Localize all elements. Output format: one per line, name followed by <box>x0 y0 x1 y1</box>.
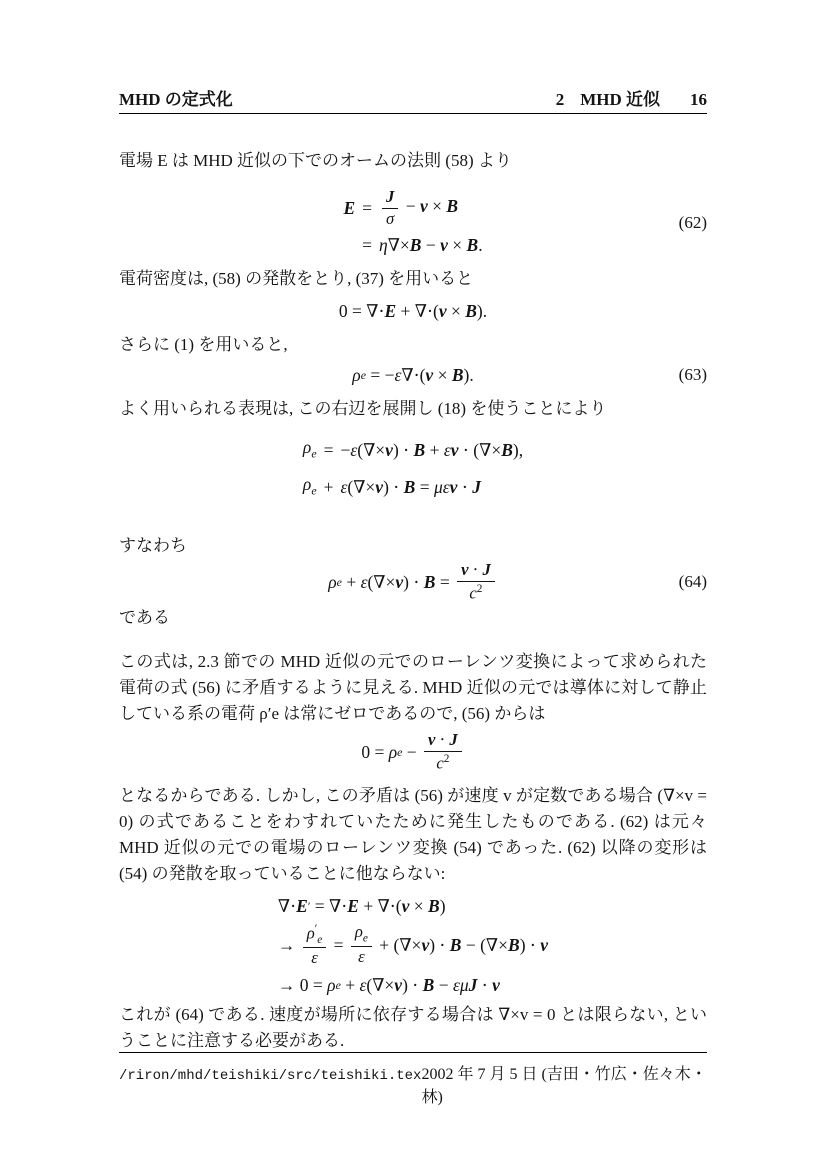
equation-62: E = $\frac{J}{\sigma}$ − v × B = η∇×B − v × B. (62) <box>343 187 707 256</box>
paragraph-sunawachi: すなわち <box>119 536 187 556</box>
footer-date-authors: 2002 年 7 月 5 日 (吉田・竹広・佐々木・林) <box>421 1066 707 1106</box>
header-right <box>556 85 707 110</box>
paragraph-explanation: となるからである. しかし, この矛盾は (56) が速度 v が定数である場合 (∇×v = 0) の式であることをわすれていたために発生したものである. (62) は元々 MHD 近似の元での電場のローレンツ変換 (54) であった. (62) 以降の変形は (54) の発散を取っていることに他ならない: <box>119 785 707 883</box>
equation-rho-zero: 0 = ρ e − $\frac{v \cdot J}{c^2}$ <box>119 729 707 775</box>
paragraph-conclusion: これが (64) である. 速度が場所に依存する場合は ∇×v = 0 とは限らない, ということに注意する必要がある. <box>119 1004 707 1050</box>
header-section-title: MHD 近似 <box>580 90 660 109</box>
paragraph-use-eq1: さらに (1) を用いると, <box>119 335 288 355</box>
equation-63-number: (63) <box>678 365 707 385</box>
equation-lorentz-divergence: ∇⋅ E ′ = ∇⋅ E + ∇⋅( v × B ) → $\frac{\rho'_e}{\varepsilon}$ = $\frac{\rho_e}{\varepsilon}$ + (∇× v ) ⋅ B − (∇× B ) ⋅ v → 0 = ρ e + ε (∇× v ) ⋅ B − εμ J ⋅ v <box>277 895 549 995</box>
equation-62-number: (62) <box>678 213 707 233</box>
equation-64-number: (64) <box>678 572 707 592</box>
paragraph-intro-ohm: 電場 E は MHD 近似の下でのオームの法則 (58) より <box>119 151 512 170</box>
page-content <box>119 0 707 1054</box>
header-page-number: 16 <box>690 90 707 109</box>
document-body <box>119 148 707 1054</box>
footer-file-path: /riron/mhd/teishiki/src/teishiki.tex <box>119 1068 422 1084</box>
paragraph-dearu: である <box>119 607 170 627</box>
running-header <box>119 85 707 114</box>
page-footer <box>119 1052 707 1107</box>
paragraph-common-expression: よく用いられる表現は, この右辺を展開し (18) を使うことにより <box>119 399 607 419</box>
equation-rho-expansion: $\rho_e$ = −ε(∇×v) ⋅ B + εv ⋅ (∇×B), $\rho_e$ + ε(∇×v) ⋅ B = μεv ⋅ J <box>302 437 524 498</box>
equation-63: ρ e = − ε ∇⋅( v × B ). (63) <box>119 360 707 390</box>
header-left-title: MHD の定式化 <box>119 90 233 109</box>
paragraph-contradiction: この式は, 2.3 節での MHD 近似の元でのローレンツ変換によって求められた電荷の式 (56) に矛盾するように見える. MHD 近似の元では導体に対して静止している系の電荷 ρ′e は常にゼロであるので, (56) からは <box>119 651 707 723</box>
header-section-number: 2 <box>555 90 565 109</box>
equation-64: ρ e + ε (∇× v ) ⋅ B = $\frac{v \cdot J}{c^2}$ (64) <box>328 560 707 603</box>
equation-charge-divergence: 0 = ∇⋅ E + ∇⋅( v × B ). <box>338 301 488 322</box>
paragraph-charge-density: 電荷密度は, (58) の発散をとり, (37) を用いると <box>119 269 474 289</box>
